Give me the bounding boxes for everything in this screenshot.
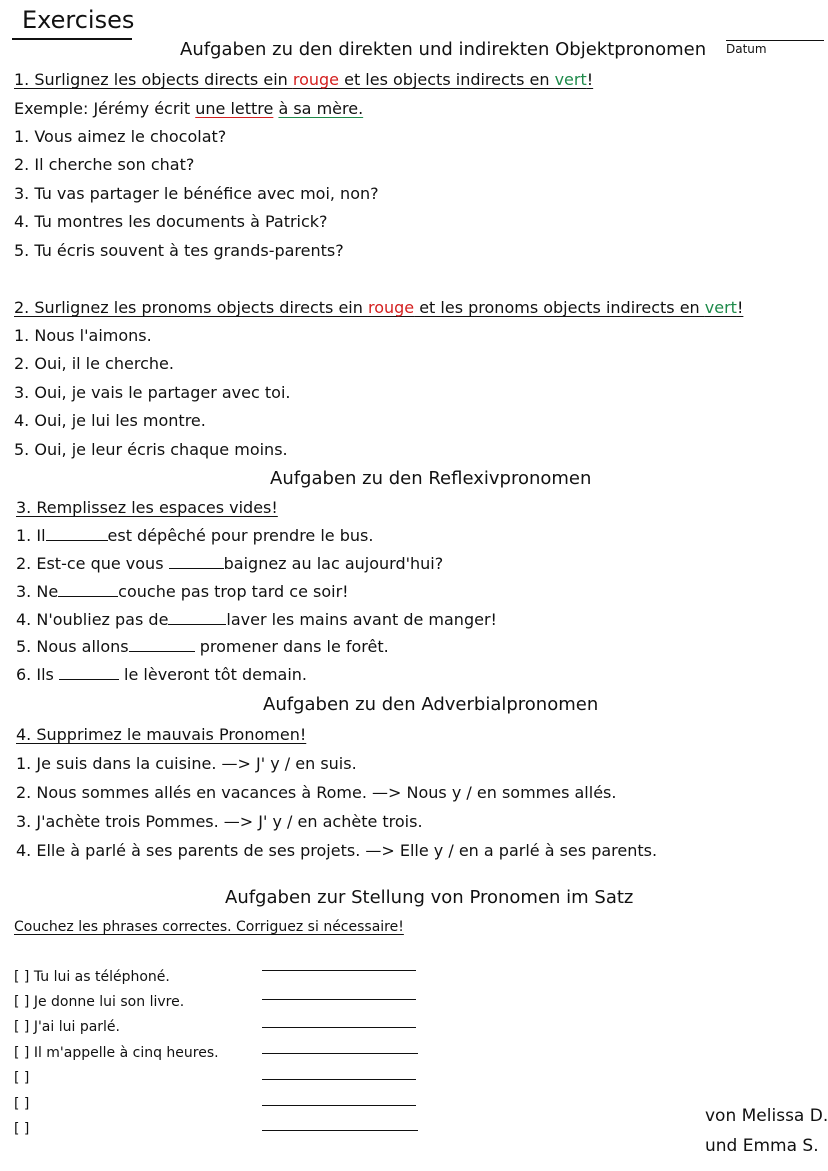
exercise-item: 5. Oui, je leur écris chaque moins. — [14, 440, 288, 459]
fill-blank[interactable] — [59, 665, 119, 680]
exercise-item: 3. Tu vas partager le bénéfice avec moi, non? — [14, 184, 379, 203]
answer-line[interactable] — [262, 1079, 416, 1080]
exercise-item: 2. Oui, il le cherche. — [14, 354, 174, 373]
fill-item-pre: 6. Ils — [16, 665, 59, 684]
instr-pre: 2. Surlignez les pronoms objects directs ein — [14, 298, 368, 317]
example-pre: Exemple: Jérémy écrit — [14, 99, 196, 118]
answer-line[interactable] — [262, 1105, 416, 1106]
author-line-1: von Melissa D. — [705, 1106, 828, 1126]
fill-item-post: baignez au lac aujourd'hui? — [223, 554, 444, 573]
section2-instruction — [14, 298, 743, 318]
checkbox-item[interactable]: [ ] Il m'appelle à cinq heures. — [14, 1045, 219, 1061]
exercise-item: 4. Oui, je lui les montre. — [14, 411, 206, 430]
checkbox-item[interactable]: [ ] Tu lui as téléphoné. — [14, 969, 170, 985]
fill-item-post: couche pas trop tard ce soir! — [118, 582, 349, 601]
exercise-item: 2. Il cherche son chat? — [14, 155, 195, 174]
fill-item-post: est dépêché pour prendre le bus. — [107, 526, 374, 545]
fill-item — [16, 526, 373, 546]
checkbox-item[interactable]: [ ] — [14, 1121, 30, 1137]
fill-item — [16, 665, 307, 685]
answer-line[interactable] — [262, 1130, 418, 1131]
example-indirect-object: à sa mère. — [278, 99, 364, 118]
section5-instruction: Couchez les phrases correctes. Corriguez si nécessaire! — [14, 919, 404, 935]
section1-heading: Aufgaben zu den direkten und indirekten Objektpronomen — [180, 39, 707, 60]
exercise-item: 3. Oui, je vais le partager avec toi. — [14, 383, 291, 402]
fill-item-pre: 2. Est-ce que vous — [16, 554, 169, 573]
section5-heading: Aufgaben zur Stellung von Pronomen im Satz — [225, 887, 634, 908]
exercise-item: 1. Nous l'aimons. — [14, 326, 152, 345]
fill-item-post: laver les mains avant de manger! — [226, 610, 497, 629]
exercise-item: 4. Tu montres les documents à Patrick? — [14, 212, 328, 231]
instr-mid: et les pronoms objects indirects en — [414, 298, 705, 317]
instr-green-word: vert — [704, 298, 737, 317]
exercise-item: 1. Vous aimez le chocolat? — [14, 127, 227, 146]
answer-line[interactable] — [262, 1053, 418, 1054]
section1-instruction — [14, 70, 593, 90]
fill-item-post: promener dans le forêt. — [194, 637, 389, 656]
section3-instruction: 3. Remplissez les espaces vides! — [16, 498, 278, 517]
exercise-item: 5. Tu écris souvent à tes grands-parents? — [14, 241, 344, 260]
fill-item-pre: 3. Ne — [16, 582, 59, 601]
fill-blank[interactable] — [169, 554, 224, 569]
fill-item-post: le lèveront tôt demain. — [118, 665, 307, 684]
fill-item — [16, 637, 389, 657]
section3-heading: Aufgaben zu den Reflexivpronomen — [270, 468, 592, 489]
fill-item — [16, 610, 497, 630]
adverb-item: 1. Je suis dans la cuisine. —> J' y / en suis. — [16, 754, 357, 773]
fill-item-pre: 4. N'oubliez pas de — [16, 610, 169, 629]
fill-item-pre: 5. Nous allons — [16, 637, 129, 656]
section4-instruction: 4. Supprimez le mauvais Pronomen! — [16, 725, 307, 744]
instr-post: ! — [586, 70, 594, 89]
checkbox-item[interactable]: [ ] J'ai lui parlé. — [14, 1019, 120, 1035]
instr-post: ! — [736, 298, 744, 317]
answer-line[interactable] — [262, 1027, 416, 1028]
section4-heading: Aufgaben zu den Adverbialpronomen — [263, 694, 599, 715]
fill-blank[interactable] — [46, 526, 108, 541]
fill-blank[interactable] — [129, 637, 195, 652]
page-title: Exercises — [22, 6, 135, 34]
fill-item — [16, 582, 349, 602]
instr-red-word: rouge — [292, 70, 340, 89]
title-underline — [12, 38, 132, 40]
fill-blank[interactable] — [168, 610, 226, 625]
answer-line[interactable] — [262, 999, 416, 1000]
checkbox-item[interactable]: [ ] — [14, 1096, 30, 1112]
adverb-item: 3. J'achète trois Pommes. —> J' y / en achète trois. — [16, 812, 423, 831]
example-direct-object: une lettre — [195, 99, 274, 118]
author-line-2: und Emma S. — [705, 1136, 819, 1156]
example-line — [14, 99, 363, 119]
adverb-item: 2. Nous sommes allés en vacances à Rome. —> Nous y / en sommes allés. — [16, 783, 617, 802]
instr-pre: 1. Surlignez les objects directs ein — [14, 70, 293, 89]
fill-blank[interactable] — [58, 582, 118, 597]
checkbox-item[interactable]: [ ] Je donne lui son livre. — [14, 994, 185, 1010]
fill-item — [16, 554, 443, 574]
instr-red-word: rouge — [367, 298, 415, 317]
fill-item-pre: 1. Il — [16, 526, 46, 545]
date-label: Datum — [726, 42, 767, 56]
instr-mid: et les objects indirects en — [339, 70, 555, 89]
adverb-item: 4. Elle à parlé à ses parents de ses projets. —> Elle y / en a parlé à ses parents. — [16, 841, 658, 860]
answer-line[interactable] — [262, 970, 416, 971]
checkbox-item[interactable]: [ ] — [14, 1070, 30, 1086]
instr-green-word: vert — [554, 70, 587, 89]
